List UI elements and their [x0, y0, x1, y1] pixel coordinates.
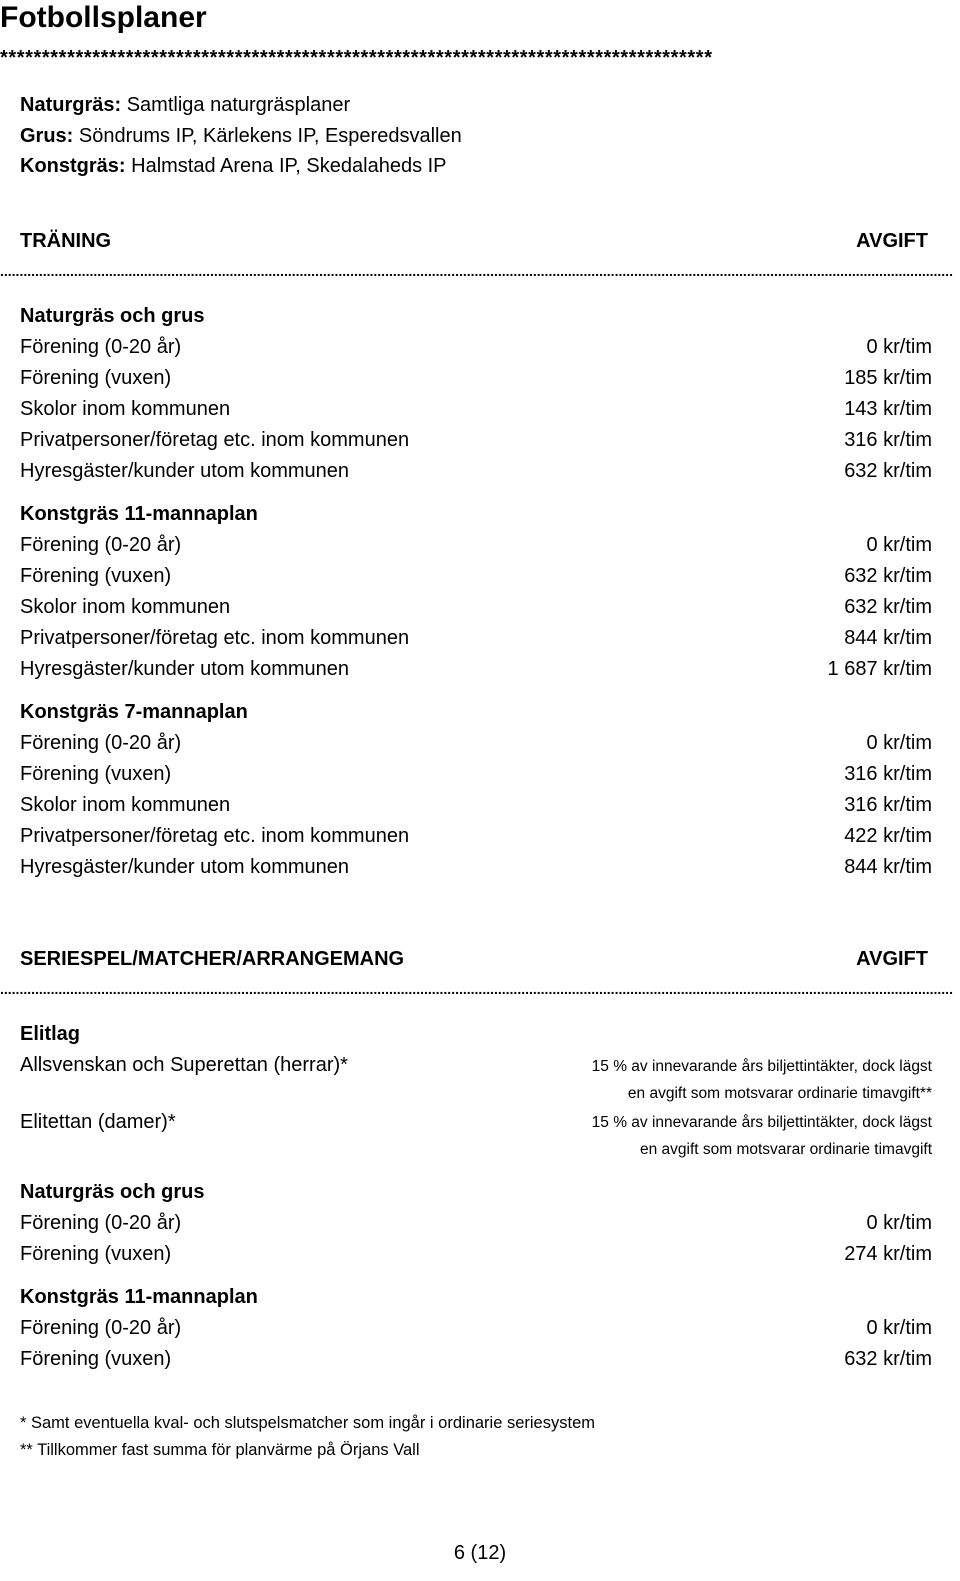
training-heading: TRÄNING: [20, 230, 112, 252]
elite-row-label: Elitettan (damer)*: [20, 1111, 176, 1133]
fee-row: Förening (vuxen) 274 kr/tim: [20, 1243, 932, 1265]
training-fee-heading: AVGIFT: [856, 230, 928, 252]
fee-row: Privatpersoner/företag etc. inom kommunen 844 kr/tim: [20, 627, 932, 649]
fee-row: Hyresgäster/kunder utom kommunen 844 kr/tim: [20, 856, 932, 878]
fee-row: Privatpersoner/företag etc. inom kommunen 422 kr/tim: [20, 825, 932, 847]
matches-heading: SERIESPEL/MATCHER/ARRANGEMANG: [20, 948, 405, 970]
fee-row: Förening (vuxen) 185 kr/tim: [20, 367, 932, 389]
fee-row: Förening (0-20 år) 0 kr/tim: [20, 1212, 932, 1234]
training-group-title: Naturgräs och grus: [20, 305, 205, 327]
elite-row-fee-line: en avgift som motsvarar ordinarie timavgift: [639, 1141, 932, 1158]
training-group-title: Konstgräs 7-mannaplan: [20, 701, 248, 723]
fee-row: Hyresgäster/kunder utom kommunen 632 kr/tim: [20, 460, 932, 482]
fee-row: Skolor inom kommunen 143 kr/tim: [20, 398, 932, 420]
intro-line-gravel: Grus: Söndrums IP, Kärlekens IP, Esperedsvallen: [20, 125, 462, 147]
fee-row: Förening (0-20 år) 0 kr/tim: [20, 336, 932, 358]
elite-group-title: Elitlag: [20, 1023, 81, 1045]
matches-group-title: Naturgräs och grus: [20, 1181, 205, 1203]
page-number: 6 (12): [453, 1542, 507, 1564]
training-group-title: Konstgräs 11-mannaplan: [20, 503, 258, 525]
fee-row: Förening (vuxen) 632 kr/tim: [20, 565, 932, 587]
fee-row: Förening (vuxen) 316 kr/tim: [20, 763, 932, 785]
fee-row: Skolor inom kommunen 316 kr/tim: [20, 794, 932, 816]
fee-row: Förening (0-20 år) 0 kr/tim: [20, 732, 932, 754]
intro-line-artificial-turf: Konstgräs: Halmstad Arena IP, Skedalaheds IP: [20, 155, 447, 177]
fee-row: Förening (0-20 år) 0 kr/tim: [20, 534, 932, 556]
fee-row: Skolor inom kommunen 632 kr/tim: [20, 596, 932, 618]
matches-group-title: Konstgräs 11-mannaplan: [20, 1286, 258, 1308]
matches-dotted-divider: .....................................................................................................................................................................................................................................................: [0, 984, 953, 994]
fee-row: Privatpersoner/företag etc. inom kommunen 316 kr/tim: [20, 429, 932, 451]
page-title: Fotbollsplaner: [0, 1, 207, 34]
fee-row: Förening (vuxen) 632 kr/tim: [20, 1348, 932, 1370]
elite-row-fee-line: 15 % av innevarande års biljettintäkter, dock lägst: [591, 1058, 932, 1075]
fee-row: Förening (0-20 år) 0 kr/tim: [20, 1317, 932, 1339]
footnote: ** Tillkommer fast summa för planvärme på Örjans Vall: [20, 1441, 420, 1459]
elite-row-fee-line: 15 % av innevarande års biljettintäkter, dock lägst: [591, 1114, 932, 1131]
intro-line-natural-grass: Naturgräs: Samtliga naturgräsplaner: [20, 94, 351, 116]
training-dotted-divider: .....................................................................................................................................................................................................................................................: [0, 266, 953, 276]
star-divider: *************************************************************************************: [0, 48, 713, 68]
fee-row: Hyresgäster/kunder utom kommunen 1 687 kr/tim: [20, 658, 932, 680]
matches-fee-heading: AVGIFT: [856, 948, 928, 970]
elite-row-fee-line: en avgift som motsvarar ordinarie timavgift**: [627, 1085, 932, 1102]
footnote: * Samt eventuella kval- och slutspelsmatcher som ingår i ordinarie seriesystem: [20, 1414, 595, 1432]
elite-row-label: Allsvenskan och Superettan (herrar)*: [20, 1054, 348, 1076]
